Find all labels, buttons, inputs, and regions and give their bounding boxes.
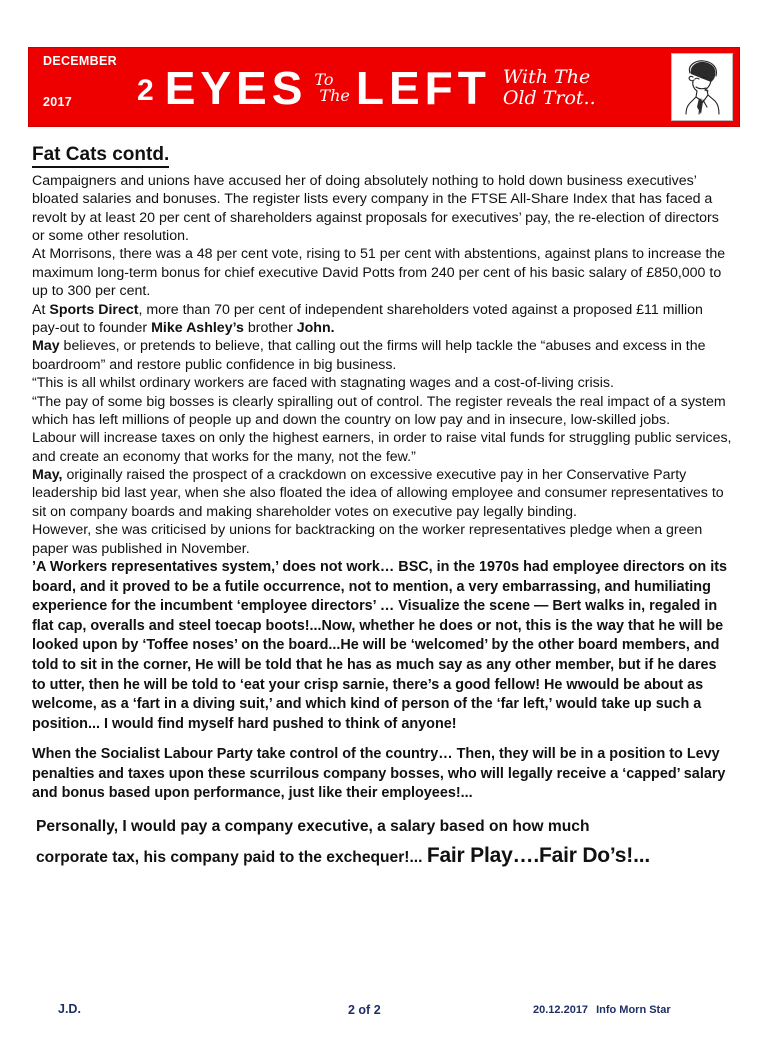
paragraph-3 — [32, 301, 732, 338]
paragraph-8 — [32, 466, 732, 521]
masthead-tagline — [503, 67, 596, 110]
p8-may: May, — [32, 467, 63, 484]
footer-author-initials: J.D. — [58, 1002, 81, 1016]
old-trot-caricature-icon — [671, 53, 733, 121]
paragraph-4 — [32, 337, 732, 374]
paragraph-1: Campaigners and unions have accused her of doing absolutely nothing to hold down business executives’ bloated salaries and bonuses. The register lists every company in the FTSE All-Share Index that has faced a revolt by at least 20 per cent of shareholders against proposals for executives’ pay, the re-election of directors or some other resolution. — [32, 172, 719, 245]
p3-pre: At — [32, 301, 50, 318]
article-body — [32, 172, 732, 872]
paragraph-2: At Morrisons, there was a 48 per cent vote, rising to 51 per cent with abstentions, against plans to increase the maximum long-term bonus for chief executive David Potts from 240 per cent of his basic salary of £850,000 to up to 300 per cent. — [32, 246, 726, 300]
footer-source-name: Info Morn Star — [596, 1004, 671, 1016]
masthead-word-left: LEFT — [355, 61, 491, 114]
closing-line-2 — [36, 841, 732, 871]
newsletter-page — [0, 47, 768, 1040]
masthead-title — [137, 48, 671, 126]
paragraph-6: “The pay of some big bosses is clearly spiralling out of control. The register reveals the real impact of a system which has left millions of people up and down the country on low pay and in insecure, low-skilled jobs. — [32, 393, 726, 428]
p4-text: believes, or pretends to believe, that calling out the firms will help tackle the “abuses and excess in the boardroom” and restore public confidence in big business. — [32, 338, 706, 373]
p3-mid2: brother — [243, 319, 297, 336]
footer-date: 20.12.2017 — [533, 1004, 589, 1016]
masthead-date-block — [29, 48, 137, 126]
paragraph-10-commentary: ’A Workers representatives system,’ does not work… BSC, in the 1970s had employee directors on its board, and it proved to be a futile occurrence, not to mention, a very embarrassing, and humiliating experience for the incumbent ‘employee directors’ … Visualize the scene — Bert walks in, regaled in flat cap, overalls and steel toecap boots!...Now, whether he does or not, this is the way that he will be looked upon by ‘Toffee noses’ on the board...He will be ‘welcomed’ by the other board members, and told to sit in the corner, He will be told that he has as much say as any other member, but if he dares to utter, then he will be told to ‘eat your crisp sarnie, there’s a good fellow! He wwould be about as welcome, as a ‘fart in a diving suit,’ and which kind of person of the ‘far left,’ would take up such a position... I would find myself hard pushed to think of anyone! — [32, 559, 727, 732]
masthead-year: 2017 — [43, 95, 73, 109]
p3-john: John. — [296, 319, 335, 336]
closing-line-2-text: corporate tax, his company paid to the exchequer!... — [36, 849, 427, 867]
closing-line-1: Personally, I would pay a company executive, a salary based on how much — [36, 817, 590, 835]
masthead-month: DECEMBER — [43, 54, 117, 68]
masthead-the: The — [319, 86, 350, 105]
masthead-to-the-stack — [314, 69, 350, 105]
masthead-to: To — [314, 69, 334, 89]
p4-may: May — [32, 338, 60, 355]
p3-sports-direct: Sports Direct — [49, 301, 139, 318]
p3-mid: , more than 70 per cent of independent shareholders voted against a proposed £11 million pay-out to founder — [32, 301, 703, 336]
masthead-banner — [28, 47, 740, 127]
fair-play-slogan: Fair Play….Fair Do’s!... — [426, 844, 650, 868]
p3-mike-ashley: Mike Ashley’s — [151, 319, 244, 336]
masthead-issue-number: 2 — [137, 74, 154, 107]
page-footer — [28, 1002, 740, 1022]
paragraph-5: “This is all whilst ordinary workers are faced with stagnating wages and a cost-of-living crisis. — [32, 375, 614, 392]
footer-source — [533, 1004, 671, 1016]
masthead-word-eyes: EYES — [164, 61, 308, 114]
paragraph-9: However, she was criticised by unions for backtracking on the worker representatives pledge when a green paper was published in November. — [32, 522, 703, 557]
p8-text: originally raised the prospect of a crackdown on excessive executive pay in her Conservative Party leadership bid last year, when she also floated the idea of allowing employee and consumer representatives to sit on company boards and making shareholder votes on executive pay legally binding. — [32, 467, 724, 520]
masthead-tagline-line1: With The — [502, 65, 591, 88]
page-title: Fat Cats contd. — [32, 144, 169, 168]
paragraph-11-commentary: When the Socialist Labour Party take control of the country… Then, they will be in a position to Levy penalties and taxes upon these scurrilous company bosses, who will legally receive a ‘capped’ salary and bonus based upon performance, just like their employees!... — [32, 746, 726, 802]
paragraph-7: Labour will increase taxes on only the highest earners, in order to raise vital funds for struggling public services, and create an economy that works for the many, not the few.” — [32, 430, 732, 465]
headline-wrapper — [28, 136, 740, 171]
footer-page-number: 2 of 2 — [348, 1003, 381, 1017]
masthead-tagline-line2: Old Trot.. — [502, 87, 596, 109]
